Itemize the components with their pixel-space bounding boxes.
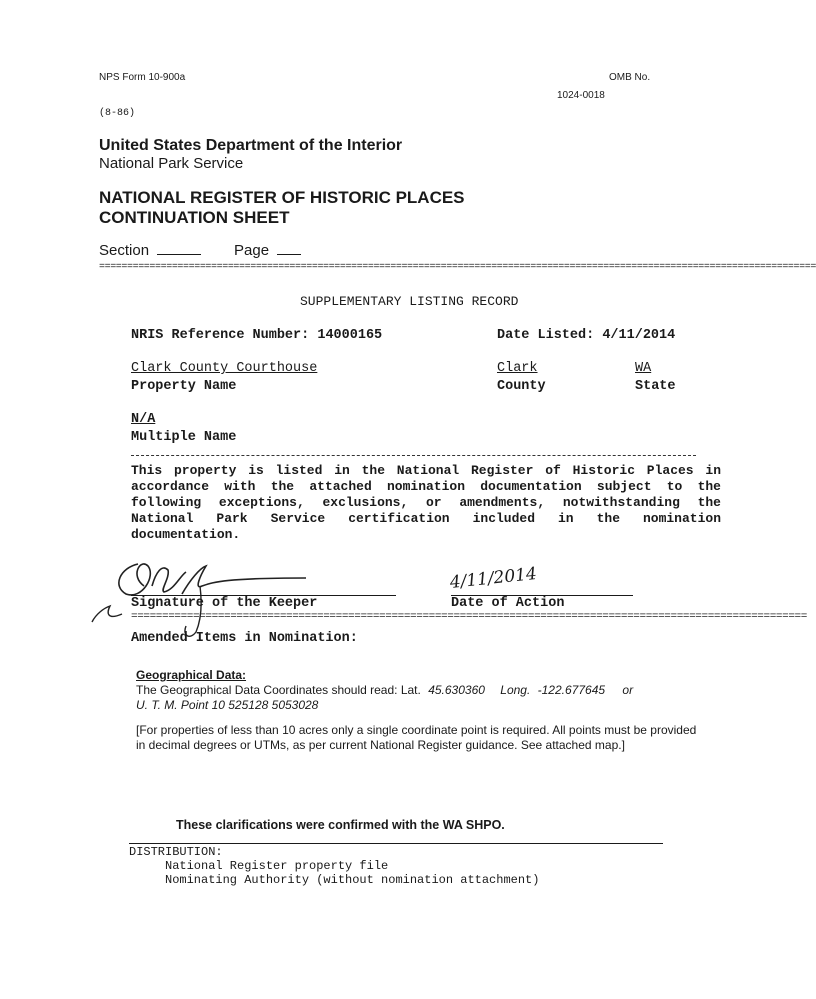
date-listed-label: Date Listed: [497, 328, 595, 343]
geo-long-label: Long. [500, 683, 531, 697]
distribution-rule [129, 843, 663, 844]
page-field [234, 240, 301, 259]
geo-lat: 45.630360 [428, 683, 485, 697]
form-title-line2: CONTINUATION SHEET [99, 208, 290, 227]
distribution-item: Nominating Authority (without nomination attachment) [165, 873, 540, 887]
multiple-name-label: Multiple Name [131, 430, 237, 445]
state-value: WA [635, 361, 652, 376]
county-label: County [497, 379, 546, 394]
service-name: National Park Service [99, 155, 244, 172]
geo-line-prefix: The Geographical Data Coordinates should read: Lat. [136, 683, 421, 697]
nris-reference [131, 328, 382, 343]
distribution-item: National Register property file [165, 859, 389, 873]
page-label: Page [234, 242, 270, 259]
handwritten-date: 4/11/2014 [448, 563, 538, 593]
form-revision: (8-86) [99, 108, 136, 119]
date-listed-value: 4/11/2014 [602, 328, 676, 343]
geo-heading: Geographical Data: [136, 668, 247, 682]
record-heading: SUPPLEMENTARY LISTING RECORD [300, 294, 519, 309]
nris-label: NRIS Reference Number: [131, 328, 310, 343]
confirmation-text: These clarifications were confirmed with the WA SHPO. [176, 818, 505, 832]
listing-statement: This property is listed in the National Register of Historic Places in accordance with the attached nomination documentation subject to the following exceptions, exclusions, or amendments, notwithstanding the National Park Service certification included in the nomination documentation. [131, 463, 721, 542]
form-title-line1: NATIONAL REGISTER OF HISTORIC PLACES [99, 188, 465, 207]
section-label: Section [99, 242, 150, 259]
separator-line: ================================================================================================================================ [99, 262, 816, 273]
form-number: NPS Form 10-900a [99, 72, 186, 83]
property-name-label: Property Name [131, 379, 237, 394]
omb-label: OMB No. [609, 72, 651, 83]
nris-value: 14000165 [317, 328, 383, 343]
record-divider [131, 455, 696, 456]
multiple-name-value: N/A [131, 412, 156, 427]
geo-or: or [622, 683, 634, 697]
department-name: United States Department of the Interior [99, 137, 403, 154]
geo-coordinates-line [136, 683, 633, 698]
distribution-label: DISTRIBUTION: [129, 845, 223, 859]
date-listed [497, 328, 675, 343]
state-label: State [635, 379, 676, 394]
amended-separator: ============================================================================================================= [131, 611, 807, 623]
geo-long: -122.677645 [537, 683, 606, 697]
signature-label: Signature of the Keeper [131, 596, 318, 611]
property-name-value: Clark County Courthouse [131, 361, 318, 376]
section-blank [157, 240, 201, 255]
amended-items-label: Amended Items in Nomination: [131, 631, 358, 646]
omb-number: 1024-0018 [557, 90, 605, 101]
geo-utm: U. T. M. Point 10 525128 5053028 [136, 698, 319, 712]
section-field [99, 240, 201, 259]
geo-note: [For properties of less than 10 acres only a single coordinate point is required. All points must be provided in decimal degrees or UTMs, as per current National Register guidance. See attached map.] [136, 723, 697, 752]
county-value: Clark [497, 361, 538, 376]
page-blank [277, 240, 301, 255]
date-of-action-label: Date of Action [451, 596, 565, 611]
